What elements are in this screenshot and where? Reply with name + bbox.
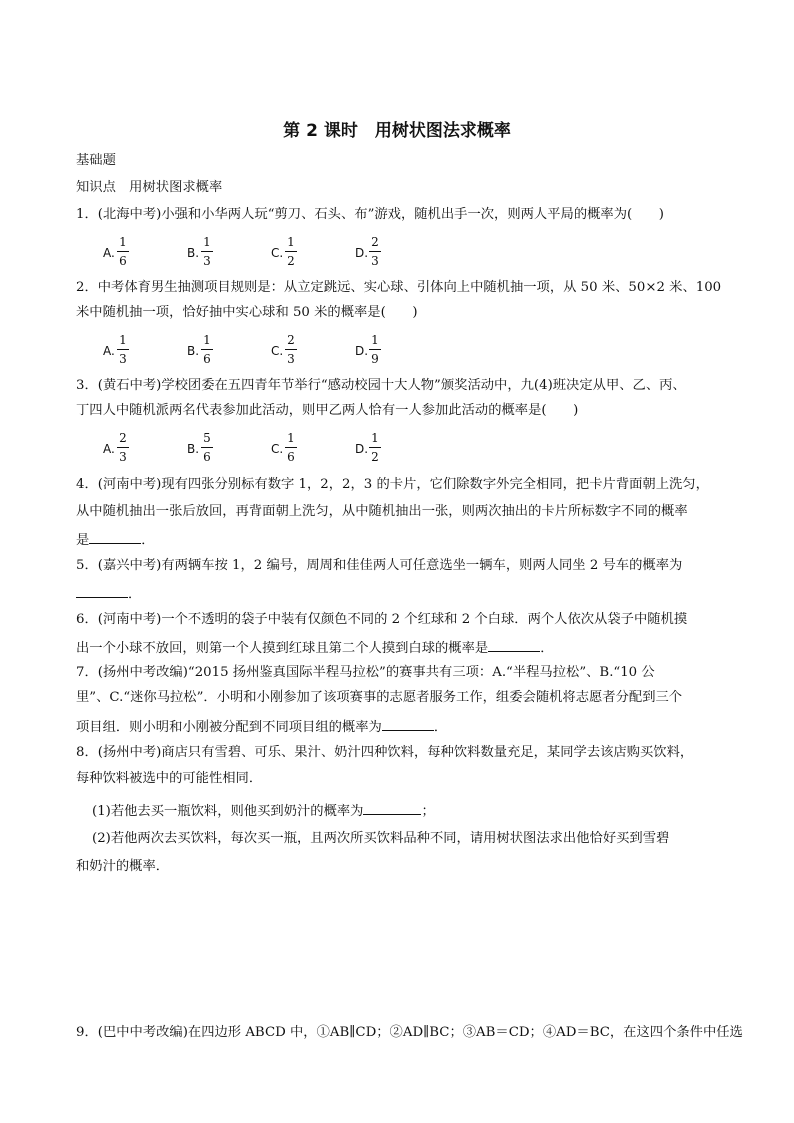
fraction: 5 6: [201, 430, 213, 465]
section-heading: 基础题: [76, 153, 116, 168]
question-5-line-2: ．: [76, 583, 141, 604]
answer-blank[interactable]: [89, 529, 141, 544]
fraction: 2 3: [369, 234, 381, 269]
knowledge-point-heading: 知识点 用树状图求概率: [76, 180, 223, 195]
fraction: 1 3: [201, 234, 213, 269]
answer-blank[interactable]: [363, 800, 421, 815]
fraction: 2 3: [285, 332, 297, 367]
question-6-line-1: 6．(河南中考)一个不透明的袋子中装有仅颜色不同的 2 个红球和 2 个白球．两个人依次从袋子中随机摸: [76, 612, 688, 627]
worksheet-page: 第 2 课时 用树状图法求概率 基础题 知识点 用树状图求概率 1．(北海中考)小强和小华两人玩“剪刀、石头、布”游戏，随机出手一次，则两人平局的概率为( ) A. 1 6 B. 1 3 C. 1 2 D. 2 3 2．中考体育男生抽测项目规则是：从立定跳远、实心球、引体向上中随机抽一项，从 50 米、50×2 米、100 米中随机抽一项，恰好抽中实心球和 50 米的概率是( ) A. 1 3 B. 1 6 C. 2 3 D. 1 9 3．(黄石中考)学校团委在五四青年节举行“感动校园十大人物”颁奖活动中，九(4)班决定从甲、乙、丙、 丁四人中随机派两名代表参加此活动，则甲乙两人恰有一人参加此活动的概率是( ) A. 2 3 B. 5 6 C. 1 6 D. 1 2 4．(河南中考)现有四张分别标有数字 1，2，2，3 的卡片，它们除数字外完全相同，把卡片背面朝上洗匀， 从中随机抽出一张后放回，再背面朝上洗匀，从中随机抽出一张，则两次抽出的卡片所标数字不同的概率 是 ． 5．(嘉兴中考)有两辆车按 1，2 编号，周周和佳佳两人可任意选坐一辆车，则两人同坐 2 号车的概率为 ． 6．(河南中考)一个不透明的袋子中装有仅颜色不同的 2 个红球和 2 个白球．两个人依次从袋子中随机摸 出一个小球不放回，则第一个人摸到红球且第二个人摸到白球的概率是 ． 7．(扬州中考改编)“2015 扬州鉴真国际半程马拉松”的赛事共有三项：A.“半程马拉松”、B.“10 公 里”、C.“迷你马拉松”．小明和小刚参加了该项赛事的志愿者服务工作，组委会随机将志愿者分配到三个 项目组．则小明和小刚被分配到不同项目组的概率为 ． 8．(扬州中考)商店只有雪碧、可乐、果汁、奶汁四种饮料，每种饮料数量充足，某同学去该店购买饮料， 每种饮料被选中的可能性相同． (1)若他去买一瓶饮料，则他买到奶汁的概率为 ； (2)若他两次去买饮料，每次买一瓶，且两次所买饮料品种不同，请用树状图法求出他恰好买到雪碧 和奶汁的概率． 9．(巴中中考改编)在四边形 ABCD 中，①AB∥CD；②AD∥BC；③AB＝CD；④AD＝BC，在这四个条件中任选: [0, 0, 794, 1123]
fraction: 1 6: [117, 234, 129, 269]
question-7-line-3: 项目组．则小明和小刚被分配到不同项目组的概率为 ．: [76, 716, 447, 737]
fraction: 1 6: [201, 332, 213, 367]
question-2-line-2: 米中随机抽一项，恰好抽中实心球和 50 米的概率是( ): [76, 305, 418, 320]
fraction: 1 3: [117, 332, 129, 367]
question-9-line-1: 9．(巴中中考改编)在四边形 ABCD 中，①AB∥CD；②AD∥BC；③AB＝CD；④AD＝BC，在这四个条件中任选: [76, 1025, 743, 1040]
question-3-line-1: 3．(黄石中考)学校团委在五四青年节举行“感动校园十大人物”颁奖活动中，九(4)班决定从甲、乙、丙、: [76, 378, 686, 393]
question-7-line-2: 里”、C.“迷你马拉松”．小明和小刚参加了该项赛事的志愿者服务工作，组委会随机将志愿者分配到三个: [76, 690, 683, 705]
answer-blank[interactable]: [76, 583, 128, 598]
question-8-line-1: 8．(扬州中考)商店只有雪碧、可乐、果汁、奶汁四种饮料，每种饮料数量充足，某同学去该店购买饮料，: [76, 745, 694, 760]
question-2-line-1: 2．中考体育男生抽测项目规则是：从立定跳远、实心球、引体向上中随机抽一项，从 50 米、50×2 米、100: [76, 280, 722, 295]
question-4-line-1: 4．(河南中考)现有四张分别标有数字 1，2，2，3 的卡片，它们除数字外完全相同，把卡片背面朝上洗匀，: [76, 477, 709, 492]
fraction: 2 3: [117, 430, 129, 465]
fraction: 1 2: [369, 430, 381, 465]
question-1-text: 1．(北海中考)小强和小华两人玩“剪刀、石头、布”游戏，随机出手一次，则两人平局的概率为( ): [76, 207, 664, 222]
question-6-line-2: 出一个小球不放回，则第一个人摸到红球且第二个人摸到白球的概率是 ．: [76, 637, 554, 658]
question-5-line-1: 5．(嘉兴中考)有两辆车按 1，2 编号，周周和佳佳两人可任意选坐一辆车，则两人同坐 2 号车的概率为: [76, 558, 683, 573]
question-4-line-2: 从中随机抽出一张后放回，再背面朝上洗匀，从中随机抽出一张，则两次抽出的卡片所标数字不同的概率: [76, 504, 688, 519]
answer-blank[interactable]: [488, 637, 540, 652]
fraction: 1 6: [285, 430, 297, 465]
question-8-part-1: (1)若他去买一瓶饮料，则他买到奶汁的概率为 ；: [92, 800, 435, 821]
answer-blank[interactable]: [382, 716, 434, 731]
question-3-line-2: 丁四人中随机派两名代表参加此活动，则甲乙两人恰有一人参加此活动的概率是( ): [76, 403, 579, 418]
question-4-line-3: 是 ．: [76, 529, 155, 550]
question-8-line-2: 每种饮料被选中的可能性相同．: [76, 771, 263, 786]
question-8-part-2: (2)若他两次去买饮料，每次买一瓶，且两次所买饮料品种不同，请用树状图法求出他恰好买到雪碧: [92, 831, 670, 846]
fraction: 1 2: [285, 234, 297, 269]
question-8-part-2-cont: 和奶汁的概率．: [76, 859, 170, 874]
page-title: 第 2 课时 用树状图法求概率: [283, 121, 511, 141]
fraction: 1 9: [369, 332, 381, 367]
question-7-line-1: 7．(扬州中考改编)“2015 扬州鉴真国际半程马拉松”的赛事共有三项：A.“半程马拉松”、B.“10 公: [76, 665, 655, 680]
